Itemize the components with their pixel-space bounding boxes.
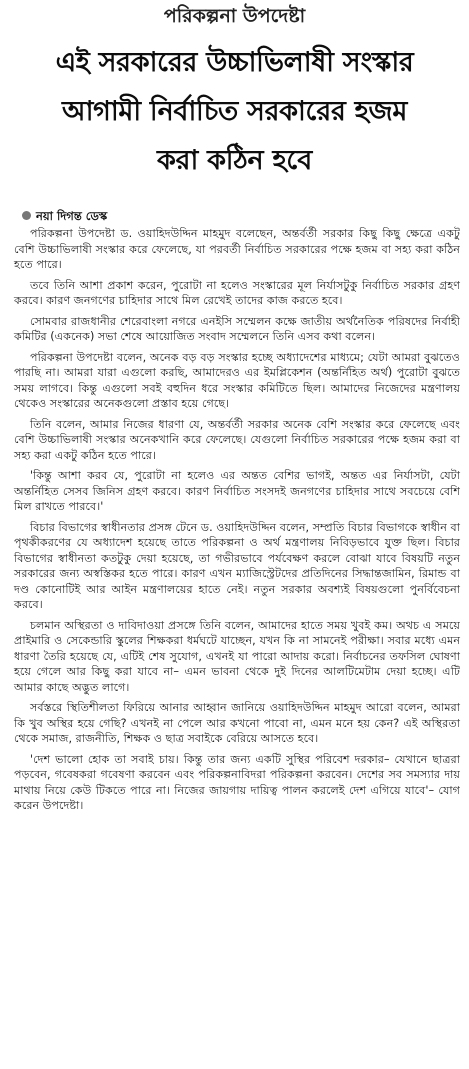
paragraph-2: তবে তিনি আশা প্রকাশ করেন, পুরোটা না হলেও সংস্কারের মূল নির্যাসটুকু নির্বাচিত সরকার গ্রহণ করবে। কারণ জনগণের চাহিদার সাথে মিল রেখেই তাদের কাজ করতে হবে।	[14, 278, 460, 307]
article-headline	[4, 38, 465, 185]
article-kicker: পরিকল্পনা উপদেষ্টা	[163, 5, 306, 27]
bullet-icon	[22, 211, 31, 220]
paragraph-3: সোমবার রাজধানীর শেরেবাংলা নগরে এনইসি সম্মেলন কক্ষে জাতীয় অর্থনৈতিক পরিষদের নির্বাহী কমিটির (একনেক) সভা শেষে আয়োজিত সংবাদ সম্মেলনে তিনি এসব কথা বলেন।	[14, 314, 460, 343]
headline-line-3: করা কঠিন হবে	[157, 145, 312, 176]
paragraph-7: বিচার বিভাগের স্বাধীনতার প্রসঙ্গ টেনে ড. ওয়াহিদউদ্দিন বলেন, সম্প্রতি বিচার বিভাগকে স্বাধীন বা পৃথকীকরণের যে অধ্যাদেশ হয়েছে তাতে পরিকল্পনা ও অর্থ মন্ত্রণালয় নিবিড়ভাবে যুক্ত ছিল। বিচার বিভাগের স্বাধীনতা কতটুকু দেয়া হয়েছে, তা গভীরভাবে পর্যবেক্ষণ করলে বোঝা যাবে বিষয়টি নতুন সরকারের জন্য অস্বস্তিকর হতে পারে। কারণ এখন ম্যাজিস্ট্রেটদের প্রতিদিনের সিদ্ধান্তজামিন, রিমান্ড বা দণ্ড কোনোটিই আর আইন মন্ত্রণালয়ের হাতে নেই। নতুন সরকার অবশ্যই বিষয়গুলো পুনর্বিবেচনা করবে।	[14, 520, 460, 611]
byline-text: নয়া দিগন্ত ডেস্ক	[36, 209, 108, 223]
paragraph-5: তিনি বলেন, আমার নিজের ধারণা যে, অন্তর্বর্তী সরকার অনেক বেশি সংস্কার করে ফেলেছে এবং বেশি উচ্চাভিলাষী সংস্কার অনেকখানি করে ফেলেছে। যেগুলো নির্বাচিত সরকারের পক্ষে হজম করা বা সহ্য করা একটু কঠিন হতে পারে।	[14, 417, 460, 462]
headline-line-1: এই সরকারের উচ্চাভিলাষী সংস্কার	[55, 47, 414, 78]
paragraph-6: 'কিন্তু আশা করব যে, পুরোটা না হলেও এর অন্তত বেশির ভাগই, অন্তত এর নির্যাসটা, যেটা অন্তর্নিহিত সেসব জিনিস গ্রহণ করবে। কারণ নির্বাচিত সংসদই জনগণের চাহিদার সাথে সবচেয়ে বেশি মিল রাখতে পারবে।'	[14, 469, 460, 513]
paragraph-8: চলমান অস্থিরতা ও দাবিদাওয়া প্রসঙ্গে তিনি বলেন, আমাদের হাতে সময় খুবই কম। অথচ এ সময়ে প্রাইমারি ও সেকেন্ডারি স্কুলের শিক্ষকরা ধর্মঘটে যাচ্ছেন, যখন কি না সামনেই পরীক্ষা। সবার মধ্যে এমন ধারণা তৈরি হয়েছে যে, এটিই শেষ সুযোগ, এখনই যা পারো আদায় করো। নির্বাচনের তফসিল ঘোষণা হয়ে গেলে আর কিছু করা যাবে না– এমন ভাবনা থেকে দুই দিনের আলটিমেটাম দেয়া হচ্ছে। এটি আমার কাছে অদ্ভুত লাগে।	[14, 618, 460, 694]
byline	[22, 207, 107, 225]
paragraph-1: পরিকল্পনা উপদেষ্টা ড. ওয়াহিদউদ্দিন মাহমুদ বলেছেন, অন্তর্বর্তী সরকার কিছু কিছু ক্ষেত্রে একটু বেশি উচ্চাভিলাষী সংস্কার করে ফেলেছে, যা পরবর্তী নির্বাচিত সরকারের পক্ষে হজম বা সহ্য করা কঠিন হতে পারে।	[14, 227, 460, 271]
headline-line-2: আগামী নির্বাচিত সরকারের হজম	[61, 96, 408, 127]
paragraph-4: পরিকল্পনা উপদেষ্টা বলেন, অনেক বড় বড় সংস্কার হচ্ছে অধ্যাদেশের মাধ্যমে; যেটা আমরা বুঝতেও পারছি না। আমরা যারা এগুলো করছি, আমাদেরও এর ইমপ্লিকেশন (অন্তর্নিহিত অর্থ) পুরোটা বুঝতে সময় লাগবে। কিন্তু এগুলো সবই বহুদিন ধরে সংস্কার কমিটিতে ছিল। আমাদের নিজেদের মন্ত্রণালয় থেকেও সংস্কারের অনেকগুলো প্রস্তাব হয়ে গেছে।	[14, 350, 460, 410]
paragraph-9: সর্বস্তরে স্থিতিশীলতা ফিরিয়ে আনার আহ্বান জানিয়ে ওয়াহিদউদ্দিন মাহমুদ আরো বলেন, আমরা কি খুব অস্থির হয়ে গেছি? এখনই না পেলে আর কখনো পাবো না, এমন মনে হয় কেন? এই অস্থিরতা থেকে সমাজ, রাজনীতি, শিক্ষক ও ছাত্র সবাইকে বেরিয়ে আসতে হবে।	[14, 701, 460, 745]
article-body	[14, 226, 460, 814]
paragraph-10: 'দেশ ভালো হোক তা সবাই চায়। কিন্তু তার জন্য একটি সুস্থির পরিবেশ দরকার– যেখানে ছাত্ররা পড়বেন, গবেষকরা গবেষণা করবেন এবং পরিকল্পনাবিদরা পরিকল্পনা করবেন। দেশের সব সমস্যার দায় মাথায় নিয়ে কেউ টিকতে পারে না। নিজের জায়গায় দায়িত্ব পালন করলেই দেশ এগিয়ে যাবে'– যোগ করেন উপদেষ্টা।	[14, 752, 460, 812]
